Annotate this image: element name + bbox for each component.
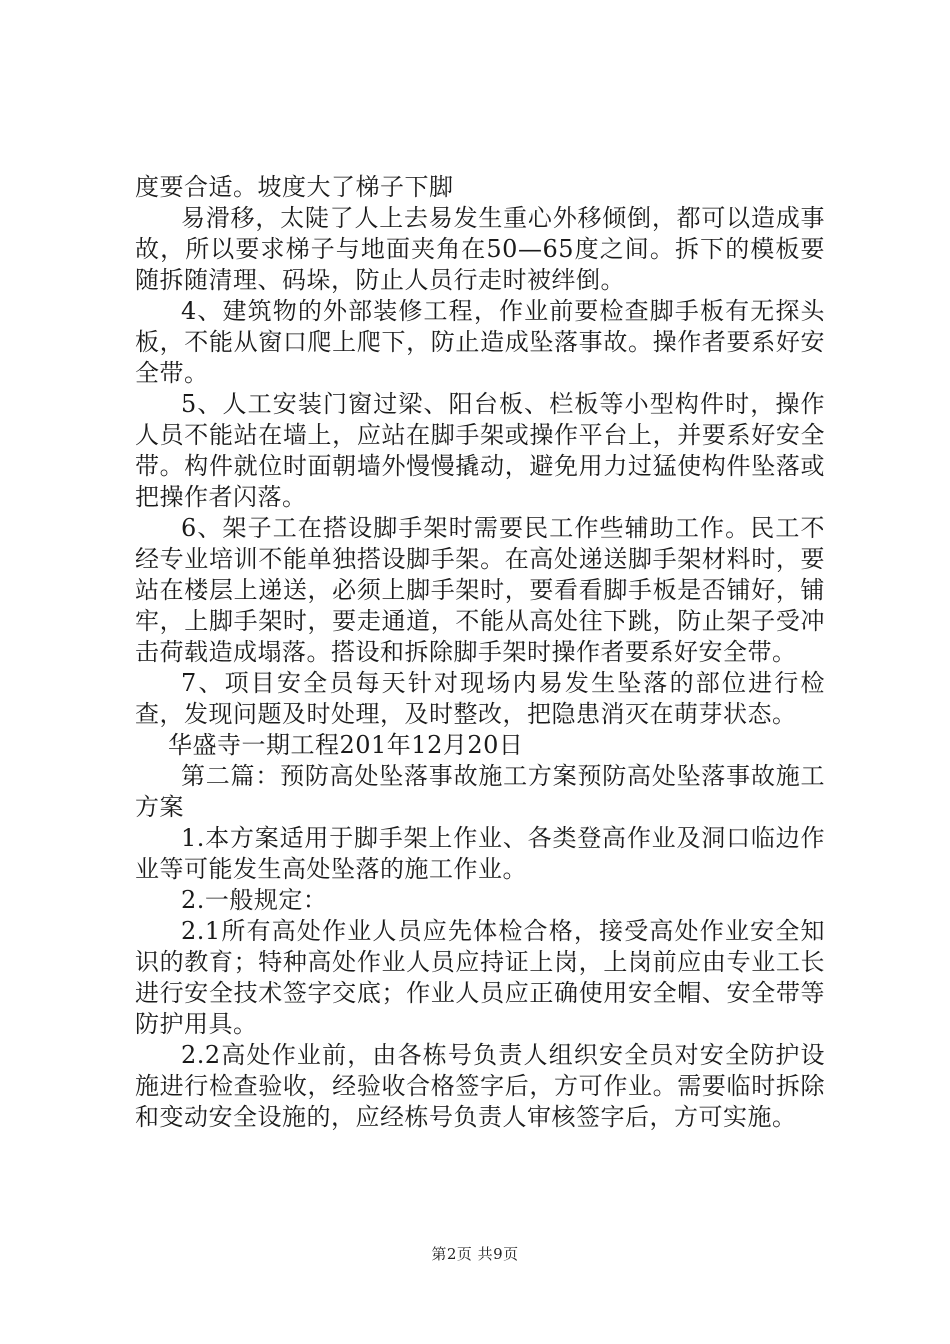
paragraph-rule-2-2: 2.2高处作业前，由各栋号负责人组织安全员对安全防护设施进行检查验收，经验收合格签字后，方可作业。需要临时拆除和变动安全设施的，应经栋号负责人审核签字后，方可实施。 <box>135 1041 825 1131</box>
paragraph-item-6: 6、架子工在搭设脚手架时需要民工作些辅助工作。民工不经专业培训不能单独搭设脚手架。在高处递送脚手架材料时，要站在楼层上递送，必须上脚手架时，要看看脚手板是否铺好，铺牢，上脚手架时，要走通道，不能从高处往下跳，防止架子受冲击荷载造成塌落。搭设和拆除脚手架时操作者要系好安全带。 <box>135 514 825 666</box>
paragraph-continuation-1: 度要合适。坡度大了梯子下脚 <box>135 173 454 201</box>
section-heading-part-two: 第二篇：预防高处坠落事故施工方案预防高处坠落事故施工方案 <box>135 762 825 821</box>
paragraph-rule-2-1: 2.1所有高处作业人员应先体检合格，接受高处作业安全知识的教育；特种高处作业人员应持证上岗，上岗前应由专业工长进行安全技术签字交底；作业人员应正确使用安全帽、安全带等防护用具。 <box>135 917 825 1038</box>
paragraph-continuation-2: 易滑移，太陡了人上去易发生重心外移倾倒，都可以造成事故，所以要求梯子与地面夹角在50—65度之间。拆下的模板要随拆随清理、码垛，防止人员行走时被绊倒。 <box>135 204 825 294</box>
paragraph-general-rules-heading: 2.一般规定： <box>181 886 328 914</box>
signature-date-line: 华盛寺一期工程201年12月20日 <box>168 731 524 759</box>
document-body <box>135 172 825 1133</box>
page-number-footer: 第2页 共9页 <box>431 1245 519 1263</box>
paragraph-item-5: 5、人工安装门窗过梁、阳台板、栏板等小型构件时，操作人员不能站在墙上，应站在脚手架或操作平台上，并要系好安全带。构件就位时面朝墙外慢慢撬动，避免用力过猛使构件坠落或把操作者闪落。 <box>135 390 825 511</box>
paragraph-item-7: 7、项目安全员每天针对现场内易发生坠落的部位进行检查，发现问题及时处理，及时整改，把隐患消灭在萌芽状态。 <box>135 669 825 728</box>
paragraph-scope: 1.本方案适用于脚手架上作业、各类登高作业及洞口临边作业等可能发生高处坠落的施工作业。 <box>135 824 825 883</box>
paragraph-item-4: 4、建筑物的外部装修工程，作业前要检查脚手板有无探头板，不能从窗口爬上爬下，防止造成坠落事故。操作者要系好安全带。 <box>135 297 825 387</box>
